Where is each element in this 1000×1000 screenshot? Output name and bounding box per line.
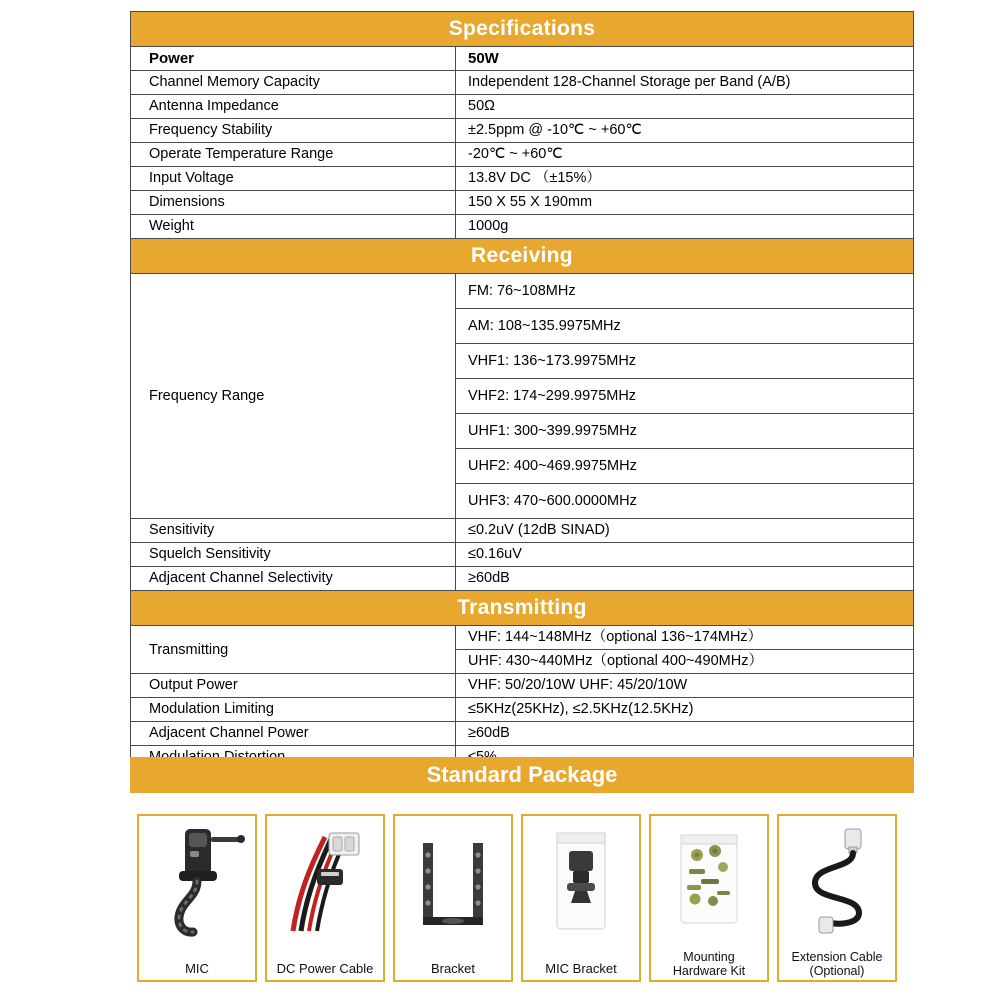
package-item-caption: DC Power Cable (276, 961, 374, 976)
table-row (131, 119, 914, 143)
row-value: ≤5KHz(25KHz), ≤2.5KHz(12.5KHz) (456, 698, 914, 722)
package-item-caption: MIC Bracket (545, 961, 617, 976)
package-item-caption: Mounting (683, 950, 735, 964)
list-item (456, 449, 913, 484)
row-value: ≥60dB (456, 567, 914, 591)
band-value: VHF2: 174~299.9975MHz (456, 379, 913, 414)
list-item (456, 344, 913, 379)
specifications-table (130, 11, 914, 770)
bracket-icon (395, 816, 511, 944)
row-label: Channel Memory Capacity (131, 71, 456, 95)
mic-bracket-icon (523, 816, 639, 944)
row-value: ±2.5ppm @ -10℃ ~ +60℃ (456, 119, 914, 143)
row-label: Transmitting (131, 626, 456, 674)
table-row (131, 167, 914, 191)
section-title: Transmitting (131, 591, 914, 626)
section-title: Receiving (131, 239, 914, 274)
standard-package-title: Standard Package (426, 762, 618, 787)
row-value: 150 X 55 X 190mm (456, 191, 914, 215)
section-header-transmitting (131, 591, 914, 626)
row-label: Operate Temperature Range (131, 143, 456, 167)
section-title: Specifications (131, 12, 914, 47)
list-item (456, 650, 913, 674)
package-item-caption-line2: Hardware Kit (672, 964, 746, 978)
hardware-kit-icon (651, 816, 767, 944)
row-value: 50Ω (456, 95, 914, 119)
row-label: Frequency Range (131, 274, 456, 519)
table-row (131, 543, 914, 567)
package-item-mounting-hardware-kit (649, 814, 769, 982)
list-item (456, 274, 913, 309)
row-label: Power (131, 47, 456, 71)
list-item (456, 484, 913, 519)
row-label: Adjacent Channel Selectivity (131, 567, 456, 591)
frequency-range-cell (456, 274, 914, 519)
transmitting-cell (456, 626, 914, 674)
table-row (131, 215, 914, 239)
row-label: Modulation Limiting (131, 698, 456, 722)
row-value: ≥60dB (456, 722, 914, 746)
table-row (131, 71, 914, 95)
standard-package-items (137, 814, 921, 982)
row-value: 1000g (456, 215, 914, 239)
section-header-receiving (131, 239, 914, 274)
table-row (131, 191, 914, 215)
specifications-table-wrapper (130, 11, 914, 770)
list-item (456, 309, 913, 344)
band-value: UHF3: 470~600.0000MHz (468, 493, 637, 509)
table-row (131, 698, 914, 722)
row-value: ≤0.16uV (456, 543, 914, 567)
package-item-extension-cable (777, 814, 897, 982)
table-row (131, 47, 914, 71)
microphone-icon (139, 816, 255, 944)
package-item-caption-wrapper (779, 950, 895, 978)
table-row (131, 674, 914, 698)
row-value: -20℃ ~ +60℃ (456, 143, 914, 167)
power-cable-icon (267, 816, 383, 944)
list-item (456, 414, 913, 449)
row-label: Output Power (131, 674, 456, 698)
row-label: Antenna Impedance (131, 95, 456, 119)
table-row (131, 567, 914, 591)
package-item-bracket (393, 814, 513, 982)
row-value: 50W (456, 47, 914, 71)
package-item-caption: Extension Cable (791, 950, 883, 964)
package-item-dc-power-cable (265, 814, 385, 982)
row-value: Independent 128-Channel Storage per Band (A/B) (456, 71, 914, 95)
band-value: UHF1: 300~399.9975MHz (456, 414, 913, 449)
band-value: UHF: 430~440MHz（optional 400~490MHz） (468, 653, 763, 669)
row-label: Weight (131, 215, 456, 239)
section-header-specifications (131, 12, 914, 47)
row-value: VHF: 50/20/10W UHF: 45/20/10W (456, 674, 914, 698)
extension-cable-icon (779, 816, 895, 944)
list-item (456, 379, 913, 414)
row-label: Dimensions (131, 191, 456, 215)
table-row-frequency-range (131, 274, 914, 519)
list-item (456, 626, 913, 650)
package-item-mic-bracket (521, 814, 641, 982)
package-item-caption-wrapper (651, 950, 767, 978)
table-row (131, 143, 914, 167)
row-label: Sensitivity (131, 519, 456, 543)
transmitting-band-list (456, 626, 913, 673)
standard-package-header (130, 757, 914, 793)
table-row (131, 95, 914, 119)
package-item-mic (137, 814, 257, 982)
row-label: Squelch Sensitivity (131, 543, 456, 567)
table-row (131, 519, 914, 543)
band-value: AM: 108~135.9975MHz (456, 309, 913, 344)
row-label: Frequency Stability (131, 119, 456, 143)
row-label: Input Voltage (131, 167, 456, 191)
band-value: VHF: 144~148MHz（optional 136~174MHz） (456, 626, 913, 650)
band-value: VHF1: 136~173.9975MHz (456, 344, 913, 379)
frequency-band-list (456, 274, 913, 518)
row-label: Adjacent Channel Power (131, 722, 456, 746)
table-row (131, 722, 914, 746)
band-value: UHF2: 400~469.9975MHz (456, 449, 913, 484)
band-value: FM: 76~108MHz (456, 274, 913, 309)
package-item-caption: Bracket (430, 961, 476, 976)
row-value: ≤0.2uV (12dB SINAD) (456, 519, 914, 543)
table-row-transmitting (131, 626, 914, 674)
package-item-caption-line2: (Optional) (809, 964, 865, 978)
package-item-caption: MIC (185, 961, 209, 976)
row-value: 13.8V DC （±15%） (456, 167, 914, 191)
